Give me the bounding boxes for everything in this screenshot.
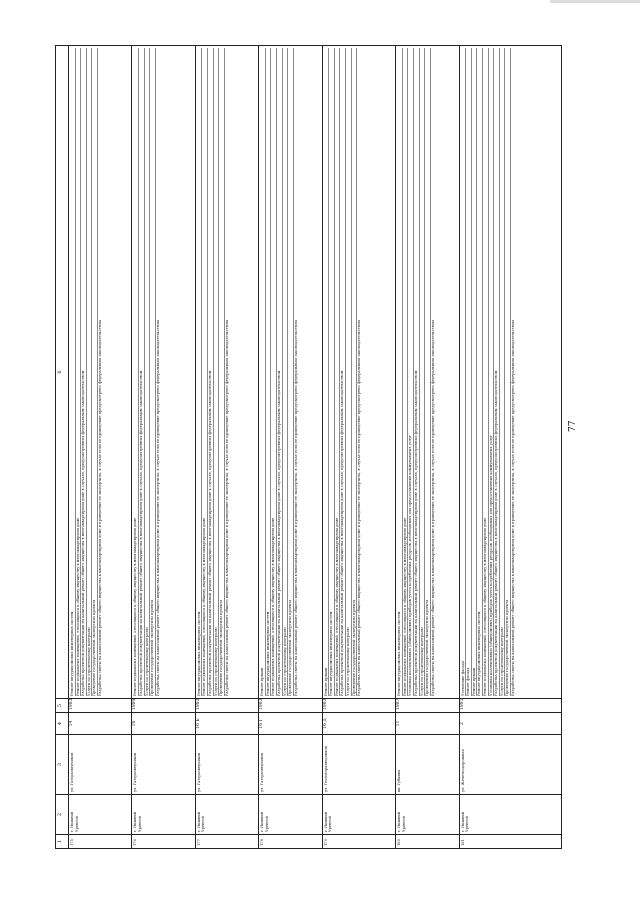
- work-item: Услуги по строительному контролю: [346, 48, 352, 696]
- house-cell: 16 Д: [322, 713, 396, 735]
- year-cell: 1987: [396, 699, 459, 713]
- work-item: Проведение государственной экспертизы проекта: [352, 48, 358, 696]
- header-col-3: 3: [56, 735, 69, 795]
- header-col-4: 4: [56, 713, 69, 735]
- works-cell: [132, 46, 195, 699]
- work-item: Проведение государственной экспертизы проекта: [288, 48, 294, 696]
- row-number: 180: [396, 835, 459, 849]
- work-item: Разработка сметы на капитальный ремонт общего имущества в многоквартирном доме и проведение ее экспертизы, в случае если ее проведение предусмотрено федеральным законодательством: [224, 320, 229, 696]
- work-item: Ремонт крыши: [260, 48, 266, 696]
- work-item: Проведение государственной экспертизы проекта: [92, 48, 98, 696]
- work-item: Разработка сметы на капитальный ремонт общего имущества в многоквартирном доме и проведение ее экспертизы, в случае если ее проведение предусмотрено федеральным законодательством: [155, 320, 160, 696]
- city-cell: г. Нижний Уренгой: [132, 795, 195, 835]
- row-number: 179: [322, 835, 396, 849]
- work-item: Ремонт подвальных помещений, относящихся к общему имуществу в многоквартирном доме: [335, 48, 341, 696]
- work-item: Услуги по строительному контролю: [87, 48, 93, 696]
- work-item: Услуги по строительному контролю: [283, 48, 289, 696]
- works-cell: [195, 46, 258, 699]
- page-number: 77: [568, 420, 578, 432]
- work-item: Разработка проектной документации на капитальный ремонт общего имущества в многоквартирном доме в случаях, предусмотренных федеральным законодательством: [81, 48, 87, 696]
- work-item: Ремонт подвальных помещений, относящихся к общему имуществу в многоквартирном доме: [76, 48, 82, 696]
- work-item: Ремонт внутридомовых инженерных систем: [477, 48, 483, 696]
- works-cell: [69, 46, 132, 699]
- work-item: Ремонт фасада: [466, 48, 472, 696]
- work-item: Утепление фасада: [461, 48, 467, 696]
- work-item: Услуги по строительному контролю: [145, 48, 151, 696]
- works-cell: [396, 46, 459, 699]
- work-item: Разработка проектной документации на капитальный ремонт общего имущества в многоквартирном доме в случаях, предусмотренных федеральным законодательством: [277, 48, 283, 696]
- work-item: Разработка сметы на капитальный ремонт общего имущества в многоквартирном доме и проведение ее экспертизы, в случае если ее проведение предусмотрено федеральным законодательством: [511, 320, 516, 696]
- works-list: [133, 48, 160, 696]
- work-item: Проведение государственной экспертизы проекта: [219, 48, 225, 696]
- table-row: [459, 46, 561, 849]
- street-cell: ул. Газоразведчиков: [132, 735, 195, 795]
- work-item: Ремонт подвальных помещений, относящихся к общему имуществу в многоквартирном доме: [403, 48, 409, 696]
- works-list: [70, 48, 103, 696]
- table-row: [322, 46, 396, 849]
- work-item: Ремонт крыши: [472, 48, 478, 696]
- street-cell: ул. Железнодорожная: [459, 735, 561, 795]
- works-list: [397, 48, 435, 696]
- rotated-table-wrapper: [55, 45, 562, 849]
- header-col-6: 6: [56, 46, 69, 699]
- row-number: 181: [459, 835, 561, 849]
- scan-smudge: [550, 0, 640, 3]
- city-cell: г. Нижний Уренгой: [459, 795, 561, 835]
- work-item: Установка коллективных (общедомовых) приборов учета потребления ресурсов, необходимых для предоставления коммунальных услуг: [408, 48, 414, 696]
- header-col-1: 1: [56, 835, 69, 849]
- work-item: Ремонт внутридомовых инженерных систем: [397, 48, 403, 696]
- header-col-2: 2: [56, 795, 69, 835]
- work-item: Проведение государственной экспертизы проекта: [505, 48, 511, 696]
- work-item: Проведение государственной экспертизы проекта: [150, 48, 156, 696]
- city-cell: г. Нижний Уренгой: [69, 795, 132, 835]
- table-row: [396, 46, 459, 849]
- row-number: 178: [259, 835, 322, 849]
- works-list: [197, 48, 230, 696]
- works-list: [324, 48, 362, 696]
- house-cell: 16: [132, 713, 195, 735]
- work-item: Ремонт внутридомовых инженерных систем: [197, 48, 203, 696]
- work-item: Ремонт подвальных помещений, относящихся к общему имуществу в многоквартирном доме: [483, 48, 489, 696]
- work-item: Разработка проектной документации на капитальный ремонт общего имущества в многоквартирном доме в случаях, предусмотренных федеральным законодательством: [414, 48, 420, 696]
- header-row: [56, 46, 69, 849]
- row-number: 175: [69, 835, 132, 849]
- work-item: Разработка сметы на капитальный ремонт общего имущества в многоквартирном доме и проведение ее экспертизы, в случае если ее проведение предусмотрено федеральным законодательством: [430, 320, 435, 696]
- year-cell: 1983: [69, 699, 132, 713]
- city-cell: г. Нижний Уренгой: [396, 795, 459, 835]
- work-item: Разработка сметы на капитальный ремонт общего имущества в многоквартирном доме и проведение ее экспертизы, в случае если ее проведение предусмотрено федеральным законодательством: [97, 320, 102, 696]
- year-cell: 1983: [322, 699, 396, 713]
- year-cell: 1984: [132, 699, 195, 713]
- house-cell: 11: [396, 713, 459, 735]
- works-list: [461, 48, 516, 696]
- work-item: Ремонт крыши: [324, 48, 330, 696]
- year-cell: 1983: [195, 699, 258, 713]
- street-cell: ул. Газоразведчиков: [69, 735, 132, 795]
- work-item: Проведение государственной экспертизы проекта: [425, 48, 431, 696]
- work-item: Услуги по строительному контролю: [500, 48, 506, 696]
- works-list: [260, 48, 298, 696]
- city-cell: г. Нижний Уренгой: [322, 795, 396, 835]
- work-item: Ремонт подвальных помещений, относящихся к общему имуществу в многоквартирном доме: [133, 48, 139, 696]
- house-cell: 16 Б: [195, 713, 258, 735]
- work-item: Разработка проектной документации на капитальный ремонт общего имущества в многоквартирном доме в случаях, предусмотренных федеральным законодательством: [208, 48, 214, 696]
- table-row: [132, 46, 195, 849]
- works-cell: [322, 46, 396, 699]
- work-item: Ремонт подвальных помещений, относящихся к общему имуществу в многоквартирном доме: [271, 48, 277, 696]
- work-item: Разработка проектной документации на капитальный ремонт общего имущества в многоквартирном доме в случаях, предусмотренных федеральным законодательством: [340, 48, 346, 696]
- work-item: Ремонт внутридомовых инженерных систем: [329, 48, 335, 696]
- house-cell: 16 Г: [259, 713, 322, 735]
- repair-program-table: [55, 45, 562, 849]
- table-row: [259, 46, 322, 849]
- street-cell: ул. Газоразведчиков: [259, 735, 322, 795]
- work-item: Ремонт подвальных помещений, относящихся к общему имуществу в многоквартирном доме: [202, 48, 208, 696]
- work-item: Услуги по строительному контролю: [214, 48, 220, 696]
- work-item: Ремонт внутридомовых инженерных систем: [266, 48, 272, 696]
- works-cell: [459, 46, 561, 699]
- street-cell: ул. Геологоразведчиков: [322, 735, 396, 795]
- row-number: 177: [195, 835, 258, 849]
- city-cell: г. Нижний Уренгой: [259, 795, 322, 835]
- work-item: Услуги по строительному контролю: [420, 48, 426, 696]
- street-cell: кв. Губкина: [396, 735, 459, 795]
- year-cell: 1983: [259, 699, 322, 713]
- header-col-5: 5: [56, 699, 69, 713]
- house-cell: 14: [69, 713, 132, 735]
- work-item: Разработка проектной документации на капитальный ремонт общего имущества в многоквартирном доме в случаях, предусмотренных федеральным законодательством: [139, 48, 145, 696]
- table-row: [195, 46, 258, 849]
- work-item: Разработка сметы на капитальный ремонт общего имущества в многоквартирном доме и проведение ее экспертизы, в случае если ее проведение предусмотрено федеральным законодательством: [357, 320, 362, 696]
- work-item: Установка коллективных (общедомовых) приборов учета потребления ресурсов, необходимых для предоставления коммунальных услуг: [489, 48, 495, 696]
- street-cell: ул. Газоразведчиков: [195, 735, 258, 795]
- works-cell: [259, 46, 322, 699]
- work-item: Разработка сметы на капитальный ремонт общего имущества в многоквартирном доме и проведение ее экспертизы, в случае если ее проведение предусмотрено федеральным законодательством: [293, 320, 298, 696]
- house-cell: 2: [459, 713, 561, 735]
- year-cell: 1981: [459, 699, 561, 713]
- work-item: Ремонт внутридомовых инженерных систем: [70, 48, 76, 696]
- work-item: Разработка проектной документации на капитальный ремонт общего имущества в многоквартирном доме в случаях, предусмотренных федеральным законодательством: [494, 48, 500, 696]
- city-cell: г. Нижний Уренгой: [195, 795, 258, 835]
- table-row: [69, 46, 132, 849]
- row-number: 176: [132, 835, 195, 849]
